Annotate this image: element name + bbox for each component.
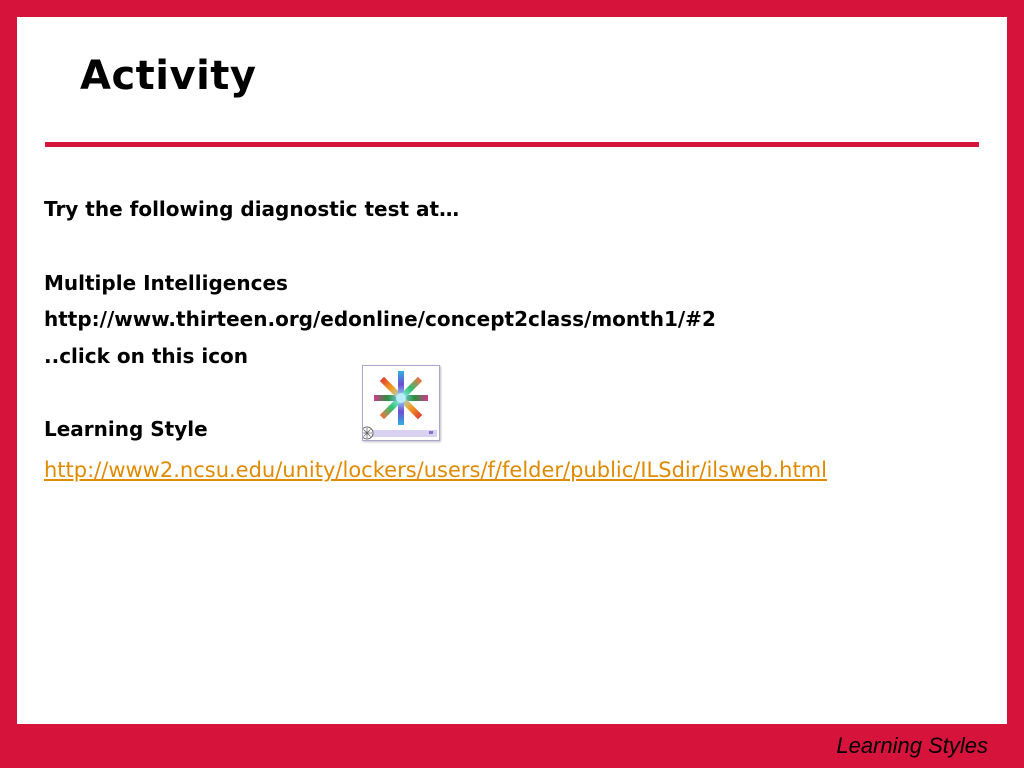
click-icon-note: ..click on this icon bbox=[44, 344, 249, 368]
multiple-intelligences-url: http://www.thirteen.org/edonline/concept2class/month1/#2 bbox=[44, 307, 716, 331]
slide bbox=[17, 17, 1007, 724]
asterisk-star-icon bbox=[363, 366, 439, 440]
title-divider bbox=[45, 142, 979, 147]
footer-label: Learning Styles bbox=[836, 733, 988, 758]
multiple-intelligences-heading: Multiple Intelligences bbox=[44, 271, 288, 295]
learning-style-link[interactable]: http://www2.ncsu.edu/unity/lockers/users/f/felder/public/ILSdir/ilsweb.html bbox=[44, 458, 828, 482]
slide-title: Activity bbox=[80, 53, 257, 99]
multiple-intelligences-icon[interactable] bbox=[362, 365, 440, 441]
intro-text: Try the following diagnostic test at… bbox=[44, 197, 460, 221]
learning-style-heading: Learning Style bbox=[44, 417, 208, 441]
